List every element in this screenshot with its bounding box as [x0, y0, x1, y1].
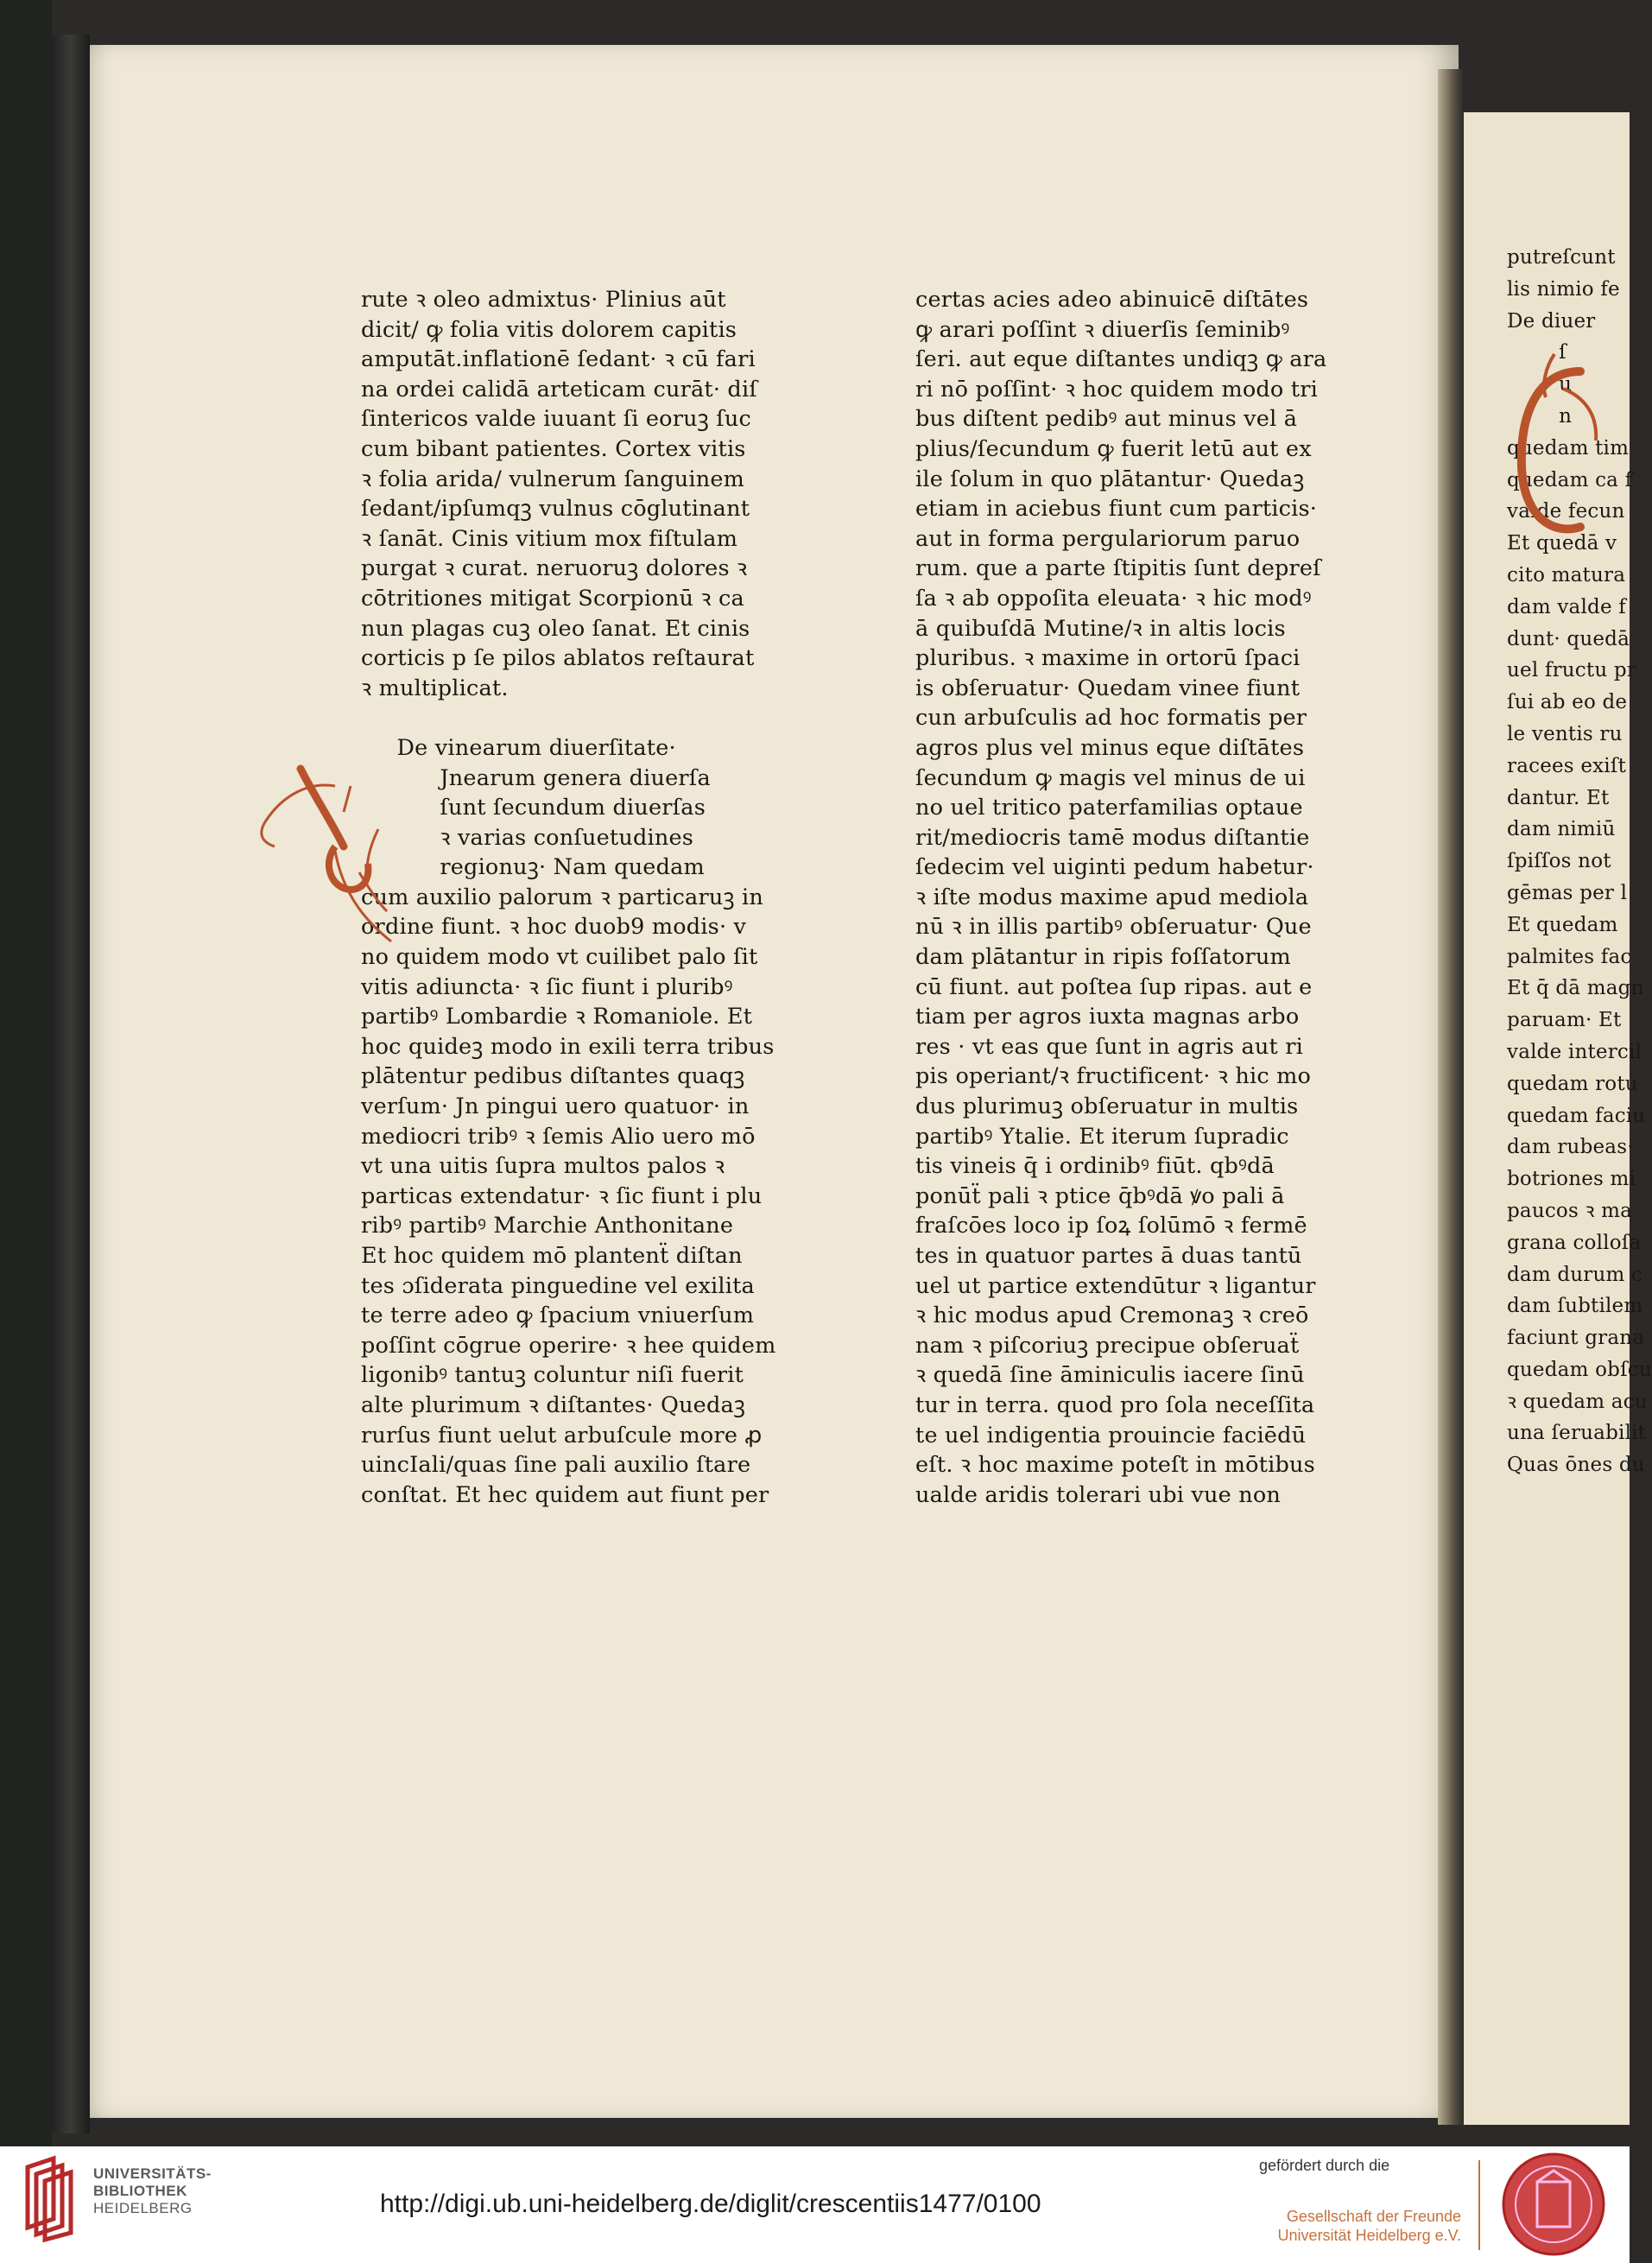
- text-line: fraſcōes loco ip ſoꝝ ſolūmō ꝛ fermē: [915, 1213, 1307, 1239]
- text-line: Jnearum genera diuerſa: [361, 764, 711, 791]
- text-line: tiam per agros iuxta magnas arbo: [915, 1004, 1300, 1030]
- library-name-line2: BIBLIOTHEK: [93, 2183, 187, 2199]
- funder-line2: Universität Heidelberg e.V.: [1277, 2227, 1461, 2244]
- text-line: rit/mediocris tamē modus diſtantie: [915, 824, 1310, 851]
- text-line: paruam· Et: [1507, 1009, 1622, 1032]
- text-line: grana colloſa: [1507, 1231, 1642, 1254]
- text-line: no uel tritico paterfamilias optaue: [915, 795, 1303, 821]
- text-line: tis vineis q̄ i ordinibꝰ fiūt. qbꝰdā: [915, 1153, 1275, 1180]
- text-line: quedam rotu: [1507, 1072, 1638, 1095]
- text-line: ꝛ quedam acu: [1507, 1390, 1648, 1413]
- text-line: ſecundum ꝙ magis vel minus de ui: [915, 764, 1306, 791]
- text-line: ſpiſſos not: [1507, 850, 1611, 873]
- text-line: Et hoc quidem mō plantenẗ diſtan: [361, 1243, 743, 1269]
- text-line: etiam in aciebus fiunt cum particis·: [915, 496, 1318, 523]
- decorated-initial-q: [1503, 337, 1615, 561]
- text-line: ꝙ arari poſſint ꝛ diuerſis ſeminibꝰ: [915, 316, 1290, 343]
- text-line: dam nimiū: [1507, 818, 1616, 841]
- text-line: quedam tim: [1507, 436, 1630, 460]
- text-line: res · vt eas que ſunt in agris aut ri: [915, 1033, 1303, 1060]
- funder-line1: Gesellschaft der Freunde: [1286, 2208, 1461, 2225]
- text-line: u: [1507, 373, 1573, 396]
- text-line: dunt· quedā: [1507, 627, 1630, 650]
- text-line: cum auxilio palorum ꝛ particaruꝫ in: [361, 884, 763, 910]
- text-line: purgat ꝛ curat. neruoruꝫ dolores ꝛ: [361, 555, 748, 582]
- text-line: conſtat. Et hec quidem aut fiunt per: [361, 1481, 769, 1508]
- text-line: ꝛ varias conſuetudines: [361, 824, 694, 851]
- text-line: te terre adeo ꝙ ſpacium vniuerſum: [361, 1303, 755, 1329]
- text-line: tes in quatuor partes ā duas tantū: [915, 1243, 1302, 1269]
- text-line: ri nō poſſint· ꝛ hoc quidem modo tri: [915, 376, 1318, 403]
- text-line: lis nimio fe: [1507, 277, 1620, 301]
- text-line: ꝛ folia arida/ vulnerum ſanguinem: [361, 466, 745, 492]
- text-line: De diuer: [1507, 309, 1596, 333]
- text-line: partibꝰ Ytalie. Et iterum ſupradic: [915, 1123, 1289, 1150]
- text-line: ꝛ ſanāt. Cinis vitium mox fiſtulam: [361, 525, 738, 552]
- text-line: amputāt.inflationē ſedant· ꝛ cū fari: [361, 346, 756, 373]
- text-line: na ordei calidā arteticam curāt· diſ: [361, 376, 757, 403]
- text-line: alte plurimum ꝛ diſtantes· Quedaꝫ: [361, 1391, 746, 1418]
- text-line: ſeri. aut eque diſtantes undiqꝫ ꝙ ara: [915, 346, 1327, 373]
- text-line: ſunt ſecundum diuerſas: [361, 795, 706, 821]
- text-line: ordine fiunt. ꝛ hoc duob9 modis· v: [361, 914, 747, 941]
- text-line: [361, 703, 819, 733]
- text-line: verſum· Jn pingui uero quatuor· in: [361, 1093, 750, 1120]
- text-line: dus plurimuꝫ obſeruatur in multis: [915, 1093, 1299, 1120]
- text-line: putreſcunt: [1507, 246, 1616, 269]
- text-line: pluribus. ꝛ maxime in ortorū ſpaci: [915, 645, 1301, 672]
- text-line: gēmas per l: [1507, 881, 1628, 904]
- text-line: plātentur pedibus diſtantes quaqꝫ: [361, 1063, 745, 1090]
- viewer-footer: [0, 2146, 1630, 2263]
- text-line: nun plagas cuꝫ oleo ſanat. Et cinis: [361, 615, 750, 642]
- text-line: ponūẗ pali ꝛ ptice q̄bꝰdā ꝟo pali ā: [915, 1182, 1285, 1209]
- text-line: poſſint cōgrue operire· ꝛ hee quidem: [361, 1332, 776, 1359]
- text-line: eſt. ꝛ hoc maxime poteſt in mōtibus: [915, 1452, 1315, 1479]
- library-name-line3: HEIDELBERG: [93, 2200, 193, 2216]
- text-line: ꝛ multiplicat.: [361, 675, 509, 701]
- book-binding: [52, 35, 90, 2133]
- text-line: dam durum c: [1507, 1263, 1643, 1286]
- text-line: palmites fac: [1507, 945, 1632, 968]
- text-line: ſui ab eo de: [1507, 691, 1628, 714]
- text-line: valde fecun: [1507, 500, 1625, 523]
- text-line: cito matura: [1507, 563, 1626, 586]
- text-line: ſedecim vel uiginti pedum habetur·: [915, 854, 1314, 881]
- text-line: racees exiſt: [1507, 754, 1627, 777]
- text-line: mediocri tribꝰ ꝛ ſemis Alio uero mō: [361, 1123, 756, 1150]
- text-line: te uel indigentia prouincie faciēdū: [915, 1422, 1307, 1448]
- text-line: dam valde f: [1507, 595, 1626, 618]
- text-column-right: [915, 285, 1369, 1510]
- text-line: valde intercil: [1507, 1040, 1643, 1063]
- text-line: uel ut partice extendūtur ꝛ ligantur: [915, 1272, 1316, 1299]
- text-line: ꝛ hic modus apud Cremonaꝫ ꝛ creō: [915, 1303, 1309, 1329]
- text-line: ſa ꝛ ab oppoſita eleuata· ꝛ hic modꝰ: [915, 585, 1312, 612]
- text-line: quedam obſcu: [1507, 1358, 1652, 1381]
- text-line: rurſus fiunt uelut arbuſcule more ꝓ: [361, 1422, 763, 1448]
- text-line: dicit/ ꝙ folia vitis dolorem capitis: [361, 316, 737, 343]
- text-line: dam ſubtilem: [1507, 1295, 1643, 1318]
- text-line: Et quedā v: [1507, 532, 1617, 555]
- text-line: ile ſolum in quo plātantur· Quedaꝫ: [915, 466, 1305, 492]
- funded-by-label: gefördert durch die: [1259, 2157, 1390, 2174]
- library-name-line1: UNIVERSITÄTS-: [93, 2165, 212, 2182]
- text-line: rute ꝛ oleo admixtus· Plinius aūt: [361, 287, 726, 313]
- text-line: uel fructu pr: [1507, 659, 1636, 682]
- decorated-initial-v: [249, 760, 508, 950]
- text-line: hoc quideꝫ modo in exili terra tribus: [361, 1033, 775, 1060]
- library-logo-icon: [19, 2158, 86, 2240]
- text-line: vitis adiuncta· ꝛ ſic fiunt i pluribꝰ: [361, 973, 733, 1000]
- text-line: particas extendatur· ꝛ ſic fiunt i plu: [361, 1182, 763, 1209]
- text-line: Et q̄ dā magn: [1507, 977, 1644, 1000]
- text-line: le ventis ru: [1507, 722, 1623, 745]
- permalink-url[interactable]: http://digi.ub.uni-heidelberg.de/diglit/crescentiis1477/0100: [380, 2190, 1041, 2218]
- text-line: corticis p ſe pilos ablatos reſtaurat: [361, 645, 755, 672]
- text-line: cun arbuſculis ad hoc formatis per: [915, 705, 1307, 732]
- text-line: quedam faciu: [1507, 1104, 1646, 1127]
- text-line: cōtritiones mitigat Scorpionū ꝛ ca: [361, 585, 744, 612]
- text-line: n: [1507, 404, 1573, 428]
- university-seal-icon: [1501, 2152, 1606, 2257]
- text-line: dam rubeas·: [1507, 1136, 1634, 1159]
- text-line: nam ꝛ piſcoriuꝫ precipue obſeruaẗ: [915, 1332, 1300, 1359]
- text-line: botriones mi: [1507, 1168, 1636, 1191]
- text-line: plius/ſecundum ꝙ fuerit letū aut ex: [915, 435, 1312, 462]
- text-line: ſedant/ipſumqꝫ vulnus cōglutinant: [361, 496, 750, 523]
- text-line: ā quibuſdā Mutine/ꝛ in altis locis: [915, 615, 1286, 642]
- text-line: partibꝰ Lombardie ꝛ Romaniole. Et: [361, 1004, 753, 1030]
- text-line: uincIali/quas ſine pali auxilio ſtare: [361, 1452, 751, 1479]
- text-line: pis operiant/ꝛ fructificent· ꝛ hic mo: [915, 1063, 1312, 1090]
- text-line: vt una uitis ſupra multos palos ꝛ: [361, 1153, 725, 1180]
- text-line: ualde aridis tolerari ubi vue non: [915, 1481, 1282, 1508]
- text-line: agros plus vel minus eque diſtātes: [915, 734, 1305, 761]
- text-line: nū ꝛ in illis partibꝰ obſeruatur· Que: [915, 914, 1312, 941]
- text-line: regionuꝫ· Nam quedam: [361, 854, 705, 881]
- library-name: [93, 2165, 212, 2217]
- text-line: bus diſtent pedibꝰ aut minus vel ā: [915, 406, 1298, 433]
- text-line: dantur. Et: [1507, 786, 1610, 809]
- text-line: Et quedam: [1507, 913, 1618, 936]
- page-gutter: [1438, 69, 1464, 2125]
- text-line: tes ɔſiderata pinguedine vel exilita: [361, 1272, 755, 1299]
- text-line: ꝛ quedā ſine āminiculis iacere ſinū: [915, 1362, 1305, 1389]
- text-line: tur in terra. quod pro ſola neceſſita: [915, 1391, 1315, 1418]
- text-line: ligonibꝰ tantuꝫ coluntur niſi fuerit: [361, 1362, 744, 1389]
- funder-name: [1263, 2207, 1461, 2245]
- text-line: is obſeruatur· Quedam vinee fiunt: [915, 675, 1301, 701]
- text-line: aut in forma pergulariorum paruo: [915, 525, 1301, 552]
- footer-divider: [1478, 2160, 1480, 2250]
- text-line: ſ: [1507, 341, 1567, 364]
- text-line: faciunt grana: [1507, 1327, 1645, 1350]
- text-line: certas acies adeo abinuicē diſtātes: [915, 287, 1309, 313]
- text-line: dam plātantur in ripis foſſatorum: [915, 944, 1291, 971]
- text-line: De vinearum diuerſitate·: [361, 734, 676, 761]
- text-line: rum. que a parte ſtipitis ſunt depreſ: [915, 555, 1321, 582]
- scanner-edge: [0, 0, 52, 2146]
- text-line: ꝛ iſte modus maxime apud mediola: [915, 884, 1309, 910]
- text-line: no quidem modo vt cuilibet palo ſit: [361, 944, 758, 971]
- text-line: Quas ōnes du: [1507, 1454, 1645, 1477]
- text-line: una ſeruabilit: [1507, 1422, 1647, 1445]
- text-line: cū fiunt. aut poſtea ſup ripas. aut e: [915, 973, 1313, 1000]
- text-line: quedam ca f: [1507, 468, 1633, 491]
- text-line: cum bibant patientes. Cortex vitis: [361, 435, 746, 462]
- text-line: ribꝰ partibꝰ Marchie Anthonitane: [361, 1213, 734, 1239]
- text-line: paucos ꝛ ma: [1507, 1199, 1633, 1222]
- text-line: ſintericos valde iuuant ſi eoruꝫ ſuc: [361, 406, 752, 433]
